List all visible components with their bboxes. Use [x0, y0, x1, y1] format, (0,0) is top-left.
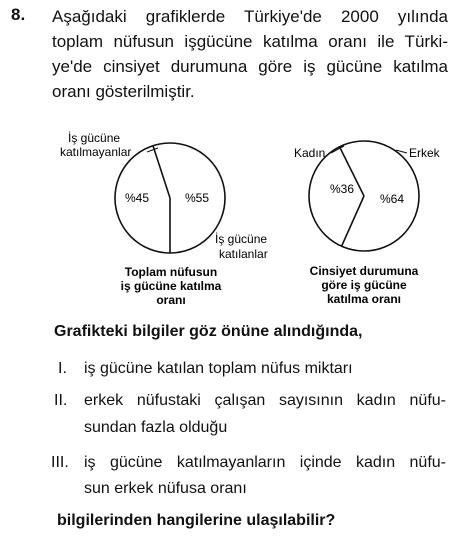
statement-line: sundan fazla olduğu	[84, 419, 228, 436]
stem-line: toplam nüfusun işgücüne katılma oranı ile Türki-	[52, 32, 448, 51]
category-label: İş gücüne	[215, 232, 268, 246]
pie-chart-total	[60, 131, 268, 307]
stem-line: ye'de cinsiyet durumuna göre iş gücüne katılma	[52, 57, 448, 76]
chart-caption: iş gücüne katılma	[120, 279, 222, 293]
slice-value-label: %64	[379, 192, 405, 206]
statement-line: sun erkek nüfusa oranı	[84, 480, 247, 497]
pie-chart-gender	[294, 141, 441, 306]
chart-caption: Cinsiyet durumuna	[309, 264, 419, 278]
chart-caption: göre iş gücüne	[321, 278, 407, 292]
stem-line: Aşağıdaki grafiklerde Türkiye'de 2000 yılında	[52, 7, 448, 26]
chart-caption: Toplam nüfusun	[124, 265, 218, 279]
question-closing: bilgilerinden hangilerine ulaşılabilir?	[57, 512, 336, 529]
chart-caption: oranı	[156, 293, 186, 307]
question-prompt: Grafikteki bilgiler göz önüne alındığında,	[54, 323, 363, 340]
slice-value-label: %55	[184, 191, 210, 205]
statement-numeral: I.	[58, 360, 67, 377]
slice-value-label: %45	[124, 191, 150, 205]
statement-line: iş gücüne katılmayanların içinde kadın nüfu-	[84, 454, 446, 471]
stem-line: oranı gösterilmiştir.	[52, 82, 195, 101]
category-label: Kadın	[294, 146, 326, 160]
category-label: İş gücüne	[68, 131, 121, 145]
category-label: Erkek	[409, 146, 440, 160]
statement-numeral: III.	[51, 454, 69, 471]
slice-value-label: %36	[329, 182, 355, 196]
statement-line: erkek nüfustaki çalışan sayısının kadın nüfu-	[84, 392, 446, 409]
statement-line: iş gücüne katılan toplam nüfus miktarı	[84, 360, 353, 377]
category-label: katılanlar	[219, 247, 268, 261]
statement-numeral: II.	[54, 392, 68, 409]
question-number: 8.	[11, 5, 26, 24]
category-label: katılmayanlar	[60, 145, 132, 159]
chart-caption: katılma oranı	[326, 292, 402, 306]
